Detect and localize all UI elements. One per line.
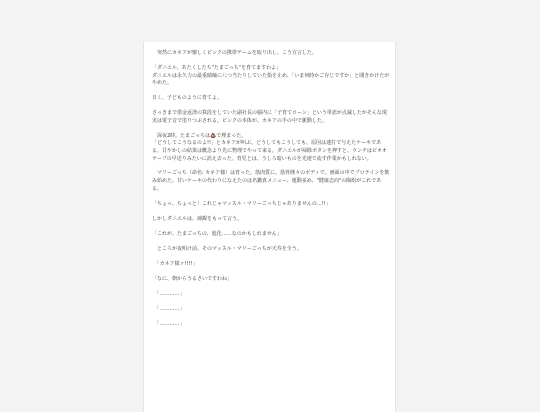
paragraph: 「…………」	[152, 305, 185, 312]
paragraph: 深夜2時。たまごっちは💩で埋まった。 「どうしてこうなるのよ!!」とカネアが叫ぶ。どうしてもこうしても、原因は連打で与えたケーキである。甘やかしの結果は概念より先に物理でやって来る。ダニエルが掃除ボタンを押すと、ウンチはピオオテープの早送りみたいに消え去った。育児とは、うしろ暗いものを光速で流す作業かもしれない。	[152, 132, 387, 162]
paragraph: さっきまで借金返済の算段をしていた副社長の脳内に「子育てローン」という単語が点滅したがそんな現実は電子音で塗りつぶされる。ピンクの本体が、カネアの手の中で脈動した。	[152, 110, 387, 124]
paragraph: 「カネア様ァ!!!!」	[152, 260, 198, 267]
paragraph: 「ちょっ、ちょっと！これじゃマッスル・マリーごっちじゃありませんの…!!」	[152, 200, 331, 207]
paragraph: ところが夜明け前、そのマッスル・マリーごっちが天寿を全う。	[152, 245, 302, 252]
paragraph: 日く、子どものように育てよ。	[152, 95, 222, 102]
story-text	[152, 50, 390, 336]
paragraph: マリーごっち（命名: カネア様）は育った。筋肉質に。筋骨隆々のボディで、画面の中でプロテインを飲み始めた。甘いケーキの代わりになえたのは名鑑責メニュー、運動多め、"健康志向"の陽組がこれである。	[152, 170, 390, 192]
paragraph: しかしダニエルは、諦観をもって言う。	[152, 215, 243, 222]
document-page	[143, 42, 396, 412]
paragraph: 「…………」	[152, 320, 185, 327]
paragraph: 「ダニエル、あたくしたち"たまごっち"を育てますわよ」 ダニエルは永久力の最重睛瞳に八つ当たりしていた指を止め、「いま何時かご存じですか」と聞きかけたがやめた。	[152, 64, 390, 87]
paragraph: 突然にカネアが懐しくピンクの携帯ゲームを取り出し、こう宣言した。	[152, 50, 317, 56]
paragraph: 「これが、たまごっちの、進化……なのかもしれません」	[152, 230, 282, 237]
paragraph: 「なに、朝からうるさいですわね」	[152, 275, 233, 282]
paragraph: 「…………」	[152, 290, 185, 297]
